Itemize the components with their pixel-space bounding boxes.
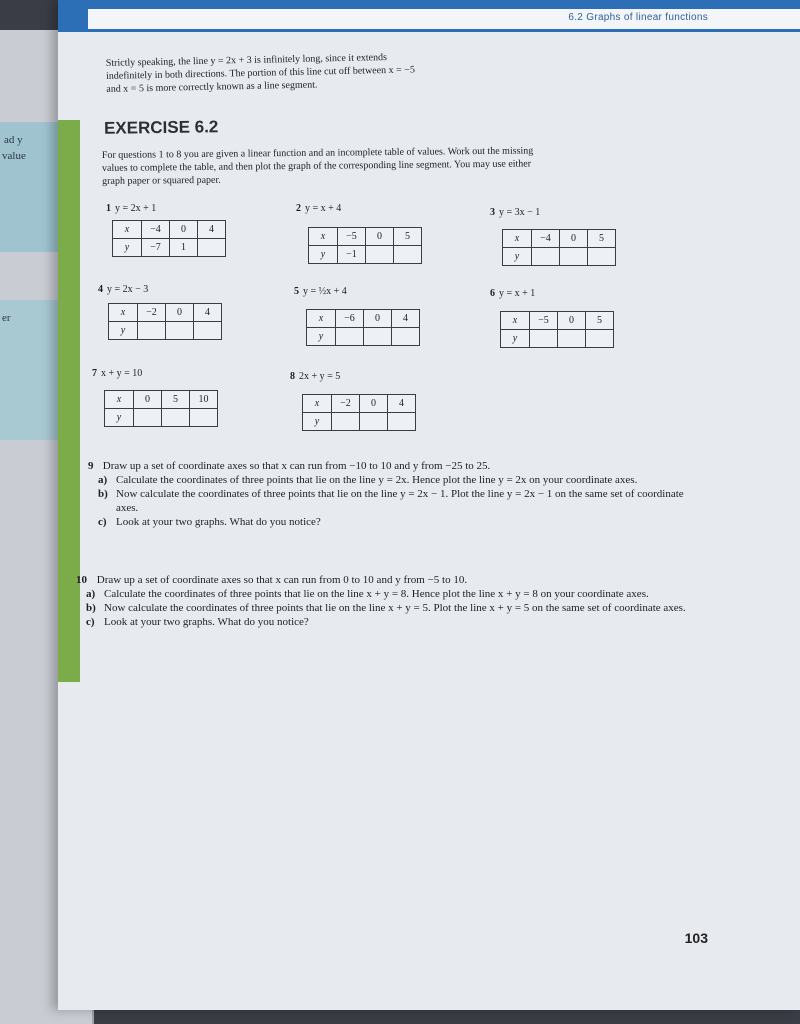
question-part bbox=[76, 601, 696, 615]
question-label bbox=[92, 368, 142, 379]
part-label: c) bbox=[86, 616, 95, 628]
question-part bbox=[76, 615, 696, 629]
table-cell bbox=[162, 409, 190, 427]
question-label bbox=[106, 203, 156, 214]
question-label bbox=[290, 371, 340, 382]
part-text: Calculate the coordinates of three points that lie on the line y = 2x. Hence plot the line y = 2x on your coordinate axes. bbox=[116, 474, 638, 486]
table-cell bbox=[360, 413, 388, 431]
table-cell bbox=[392, 328, 420, 346]
part-label: a) bbox=[86, 588, 96, 600]
table-cell: 0 bbox=[366, 228, 394, 246]
table-cell: 4 bbox=[198, 221, 226, 239]
table-cell bbox=[366, 246, 394, 264]
question-10 bbox=[76, 573, 696, 629]
table-cell: 10 bbox=[190, 391, 218, 409]
left-page-fragment: er bbox=[2, 312, 11, 324]
question-number: 4 bbox=[98, 284, 103, 295]
table-header-x: x bbox=[309, 228, 338, 246]
table-cell: 0 bbox=[170, 221, 198, 239]
table-cell: −2 bbox=[138, 304, 166, 322]
exercise-instructions bbox=[102, 143, 672, 188]
table-cell bbox=[588, 248, 616, 266]
question-part bbox=[88, 473, 688, 487]
table-header-y: y bbox=[307, 328, 336, 346]
question-label bbox=[294, 286, 347, 297]
left-page-fragment: ad y bbox=[4, 134, 23, 146]
question-number: 7 bbox=[92, 368, 97, 379]
part-text: Calculate the coordinates of three points that lie on the line x + y = 8. Hence plot the line x + y = 8 on your coordinate axes. bbox=[104, 588, 649, 600]
table-header-x: x bbox=[303, 395, 332, 413]
table-cell: 0 bbox=[560, 230, 588, 248]
table-cell: 0 bbox=[558, 312, 586, 330]
part-text: Now calculate the coordinates of three points that lie on the line x + y = 5. Plot the line x + y = 5 on the same set of coordinate axes. bbox=[104, 602, 686, 614]
question-number: 5 bbox=[294, 286, 299, 297]
table-header-y: y bbox=[503, 248, 532, 266]
table-cell: 0 bbox=[364, 310, 392, 328]
question-number: 9 bbox=[88, 460, 94, 472]
table-cell: 1 bbox=[170, 239, 198, 257]
table-header-y: y bbox=[303, 413, 332, 431]
table-cell bbox=[558, 330, 586, 348]
table-cell: 0 bbox=[166, 304, 194, 322]
table-cell bbox=[560, 248, 588, 266]
value-table bbox=[502, 229, 616, 266]
part-text: Look at your two graphs. What do you notice? bbox=[104, 616, 309, 628]
table-cell: −7 bbox=[142, 239, 170, 257]
instruction-line: For questions 1 to 8 you are given a linear function and an incomplete table of values. Work out the missing bbox=[101, 145, 534, 161]
intro-line: Strictly speaking, the line y = 2x + 3 is infinitely long, since it extends bbox=[105, 52, 388, 69]
question-number: 3 bbox=[490, 207, 495, 218]
table-cell bbox=[532, 248, 560, 266]
question-number: 2 bbox=[296, 203, 301, 214]
table-header-x: x bbox=[113, 221, 142, 239]
table-cell bbox=[530, 330, 558, 348]
table-cell: 5 bbox=[588, 230, 616, 248]
left-page-fragment: value bbox=[2, 150, 26, 162]
table-cell bbox=[198, 239, 226, 257]
table-cell bbox=[134, 409, 162, 427]
question-equation: y = x + 1 bbox=[499, 288, 536, 299]
question-label bbox=[490, 288, 535, 299]
question-stem: Draw up a set of coordinate axes so that x can run from 0 to 10 and y from −5 to 10. bbox=[96, 574, 468, 586]
value-table bbox=[308, 227, 422, 264]
part-label: b) bbox=[86, 602, 96, 614]
table-cell: −1 bbox=[338, 246, 366, 264]
table-cell bbox=[586, 330, 614, 348]
value-table bbox=[500, 311, 614, 348]
table-cell bbox=[138, 322, 166, 340]
value-table bbox=[104, 390, 218, 427]
question-equation: x + y = 10 bbox=[101, 368, 143, 379]
table-cell: 4 bbox=[392, 310, 420, 328]
question-label bbox=[98, 284, 148, 295]
question-part bbox=[88, 515, 688, 529]
table-cell bbox=[194, 322, 222, 340]
table-header-y: y bbox=[501, 330, 530, 348]
table-header-x: x bbox=[109, 304, 138, 322]
part-text: Now calculate the coordinates of three points that lie on the line y = 2x − 1. Plot the line y = 2x − 1 on the same set of coordinate axes. bbox=[116, 488, 684, 514]
table-cell: −6 bbox=[336, 310, 364, 328]
question-stem: Draw up a set of coordinate axes so that x can run from −10 to 10 and y from −25 to 25. bbox=[102, 460, 491, 472]
table-header-x: x bbox=[105, 391, 134, 409]
question-number: 10 bbox=[76, 574, 87, 586]
table-cell bbox=[190, 409, 218, 427]
table-cell: 5 bbox=[162, 391, 190, 409]
question-equation: y = x + 4 bbox=[305, 203, 342, 214]
section-header: 6.2 Graphs of linear functions bbox=[568, 12, 708, 23]
intro-line: and x = 5 is more correctly known as a line segment. bbox=[106, 79, 318, 95]
table-cell bbox=[364, 328, 392, 346]
value-table bbox=[306, 309, 420, 346]
part-text: Look at your two graphs. What do you notice? bbox=[116, 516, 321, 528]
value-table bbox=[108, 303, 222, 340]
table-cell bbox=[166, 322, 194, 340]
question-equation: y = 2x − 3 bbox=[107, 284, 149, 295]
part-label: c) bbox=[98, 516, 107, 528]
table-cell: −4 bbox=[532, 230, 560, 248]
table-header-y: y bbox=[109, 322, 138, 340]
table-cell: 0 bbox=[360, 395, 388, 413]
part-label: a) bbox=[98, 474, 108, 486]
table-cell: 5 bbox=[586, 312, 614, 330]
table-cell: 4 bbox=[388, 395, 416, 413]
table-cell: 0 bbox=[134, 391, 162, 409]
table-header-y: y bbox=[113, 239, 142, 257]
question-number: 6 bbox=[490, 288, 495, 299]
table-header-y: y bbox=[309, 246, 338, 264]
instruction-line: values to complete the table, and then plot the graph of the corresponding line segment. You may use either bbox=[101, 158, 532, 174]
intro-paragraph bbox=[106, 47, 577, 96]
page-number: 103 bbox=[684, 930, 708, 946]
table-cell bbox=[332, 413, 360, 431]
table-cell: −4 bbox=[142, 221, 170, 239]
table-cell bbox=[336, 328, 364, 346]
intro-line: indefinitely in both directions. The portion of this line cut off between x = −5 bbox=[105, 64, 416, 82]
question-part bbox=[88, 487, 688, 515]
question-equation: y = ½x + 4 bbox=[303, 286, 347, 297]
table-cell: 5 bbox=[394, 228, 422, 246]
question-part bbox=[76, 587, 696, 601]
question-equation: y = 3x − 1 bbox=[499, 207, 541, 218]
table-cell: −2 bbox=[332, 395, 360, 413]
question-label bbox=[490, 207, 540, 218]
value-table bbox=[302, 394, 416, 431]
question-label bbox=[296, 203, 341, 214]
instruction-line: graph paper or squared paper. bbox=[102, 174, 221, 187]
question-equation: 2x + y = 5 bbox=[299, 371, 341, 382]
table-header-x: x bbox=[503, 230, 532, 248]
table-cell bbox=[388, 413, 416, 431]
question-equation: y = 2x + 1 bbox=[115, 203, 157, 214]
value-table bbox=[112, 220, 226, 257]
question-number: 8 bbox=[290, 371, 295, 382]
table-cell bbox=[394, 246, 422, 264]
exercise-title: EXERCISE 6.2 bbox=[103, 117, 219, 138]
table-cell: −5 bbox=[338, 228, 366, 246]
part-label: b) bbox=[98, 488, 108, 500]
table-header-y: y bbox=[105, 409, 134, 427]
table-header-x: x bbox=[501, 312, 530, 330]
question-9 bbox=[88, 459, 688, 529]
textbook-page bbox=[58, 0, 800, 1010]
table-cell: 4 bbox=[194, 304, 222, 322]
question-number: 1 bbox=[106, 203, 111, 214]
table-cell: −5 bbox=[530, 312, 558, 330]
table-header-x: x bbox=[307, 310, 336, 328]
